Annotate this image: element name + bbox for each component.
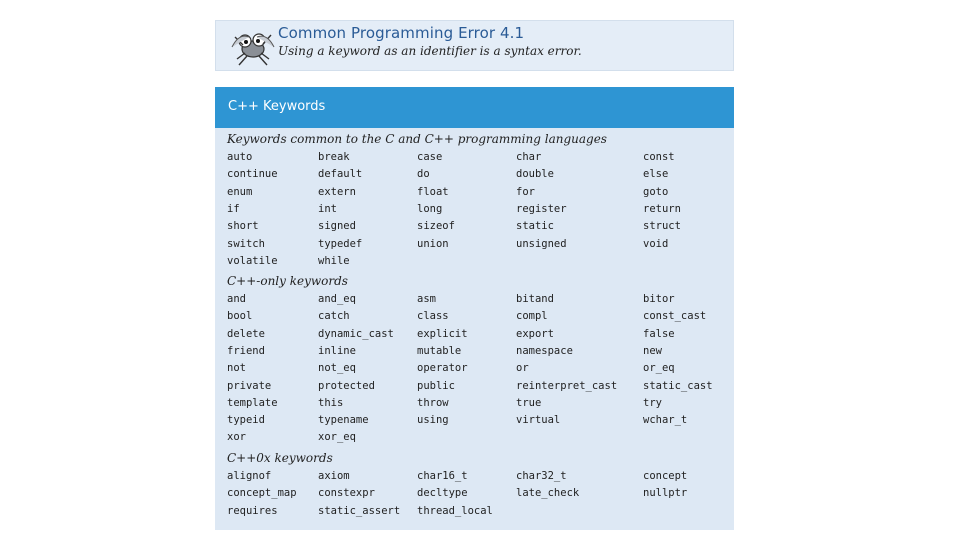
keyword: operator	[417, 362, 468, 375]
keyword: switch	[227, 237, 265, 250]
keyword: asm	[417, 293, 436, 305]
keyword: not	[227, 362, 246, 375]
keyword: and	[227, 293, 246, 305]
keyword: volatile	[227, 254, 278, 267]
keyword: true	[516, 396, 542, 409]
keyword: void	[643, 237, 669, 250]
keywords-panel	[215, 87, 734, 530]
keyword: typedef	[318, 237, 363, 250]
keyword: virtual	[516, 414, 561, 427]
keyword: goto	[643, 185, 669, 198]
keyword: bool	[227, 310, 253, 323]
keyword: thread_local	[417, 504, 493, 517]
keyword: typename	[318, 414, 369, 427]
keyword: register	[516, 202, 567, 215]
keyword: or	[516, 362, 529, 375]
keyword: char32_t	[516, 470, 567, 482]
keyword: this	[318, 396, 344, 409]
section-title-common: Keywords common to the C and C++ programming languages	[227, 132, 607, 146]
keyword: return	[643, 202, 681, 215]
keyword: alignof	[227, 470, 272, 482]
keyword: late_check	[516, 487, 580, 500]
keyword: extern	[318, 185, 356, 198]
keyword: or_eq	[643, 362, 675, 375]
keyword: case	[417, 151, 443, 163]
keyword: for	[516, 185, 535, 198]
keyword: friend	[227, 344, 265, 357]
keyword: nullptr	[643, 487, 688, 500]
keyword: wchar_t	[643, 414, 688, 427]
keyword: bitor	[643, 293, 675, 305]
keyword: sizeof	[417, 220, 455, 233]
keyword: decltype	[417, 487, 468, 500]
bug-icon	[229, 25, 277, 69]
keyword: while	[318, 254, 350, 267]
keyword: compl	[516, 310, 548, 323]
keywords-header	[215, 87, 734, 128]
keyword: explicit	[417, 327, 468, 340]
keyword: new	[643, 344, 662, 357]
keyword: try	[643, 396, 662, 409]
keyword: false	[643, 327, 675, 340]
keyword: typeid	[227, 414, 265, 427]
keyword: static_cast	[643, 379, 713, 392]
keyword: private	[227, 379, 272, 392]
keyword: double	[516, 168, 554, 181]
keyword: concept	[643, 470, 688, 482]
keyword: requires	[227, 504, 278, 517]
keywords-header-title: C++ Keywords	[228, 99, 326, 114]
keyword: class	[417, 310, 449, 323]
keyword: int	[318, 202, 337, 215]
keyword: not_eq	[318, 362, 356, 375]
keyword: xor_eq	[318, 431, 356, 444]
keyword: if	[227, 202, 240, 215]
keyword: continue	[227, 168, 278, 181]
keyword: default	[318, 168, 363, 181]
keyword: auto	[227, 151, 253, 163]
keyword: unsigned	[516, 237, 567, 250]
keyword: template	[227, 396, 278, 409]
keyword: using	[417, 414, 449, 427]
keyword: do	[417, 168, 430, 181]
keyword: static_assert	[318, 504, 401, 517]
keyword: export	[516, 327, 554, 340]
keyword: long	[417, 202, 443, 215]
section-title-cpp-only: C++-only keywords	[227, 274, 348, 288]
keyword: struct	[643, 220, 681, 233]
keyword: union	[417, 237, 449, 250]
tip-title: Common Programming Error 4.1	[278, 24, 525, 42]
keyword: else	[643, 168, 669, 181]
keyword: xor	[227, 431, 246, 444]
keyword: axiom	[318, 470, 350, 482]
keyword: reinterpret_cast	[516, 379, 618, 392]
keyword: delete	[227, 327, 265, 340]
keyword: enum	[227, 185, 253, 198]
keyword: public	[417, 379, 455, 392]
keyword: const	[643, 151, 675, 163]
keyword: short	[227, 220, 259, 233]
keyword: throw	[417, 396, 449, 409]
keyword: bitand	[516, 293, 554, 305]
keyword: float	[417, 185, 449, 198]
keyword: char16_t	[417, 470, 468, 482]
keyword: constexpr	[318, 487, 375, 500]
keyword: namespace	[516, 344, 573, 357]
keyword: static	[516, 220, 554, 233]
keyword: mutable	[417, 344, 462, 357]
keyword: inline	[318, 344, 356, 357]
tip-body: Using a keyword as an identifier is a syntax error.	[278, 44, 582, 58]
keyword: catch	[318, 310, 350, 323]
keyword: protected	[318, 379, 375, 392]
keyword: dynamic_cast	[318, 327, 394, 340]
section-title-cpp0x: C++0x keywords	[227, 451, 333, 465]
keyword: const_cast	[643, 310, 707, 323]
keyword: char	[516, 151, 542, 163]
keyword: concept_map	[227, 487, 297, 500]
keyword: signed	[318, 220, 356, 233]
keyword: and_eq	[318, 293, 356, 305]
keyword: break	[318, 151, 350, 163]
common-error-tip	[215, 20, 734, 71]
